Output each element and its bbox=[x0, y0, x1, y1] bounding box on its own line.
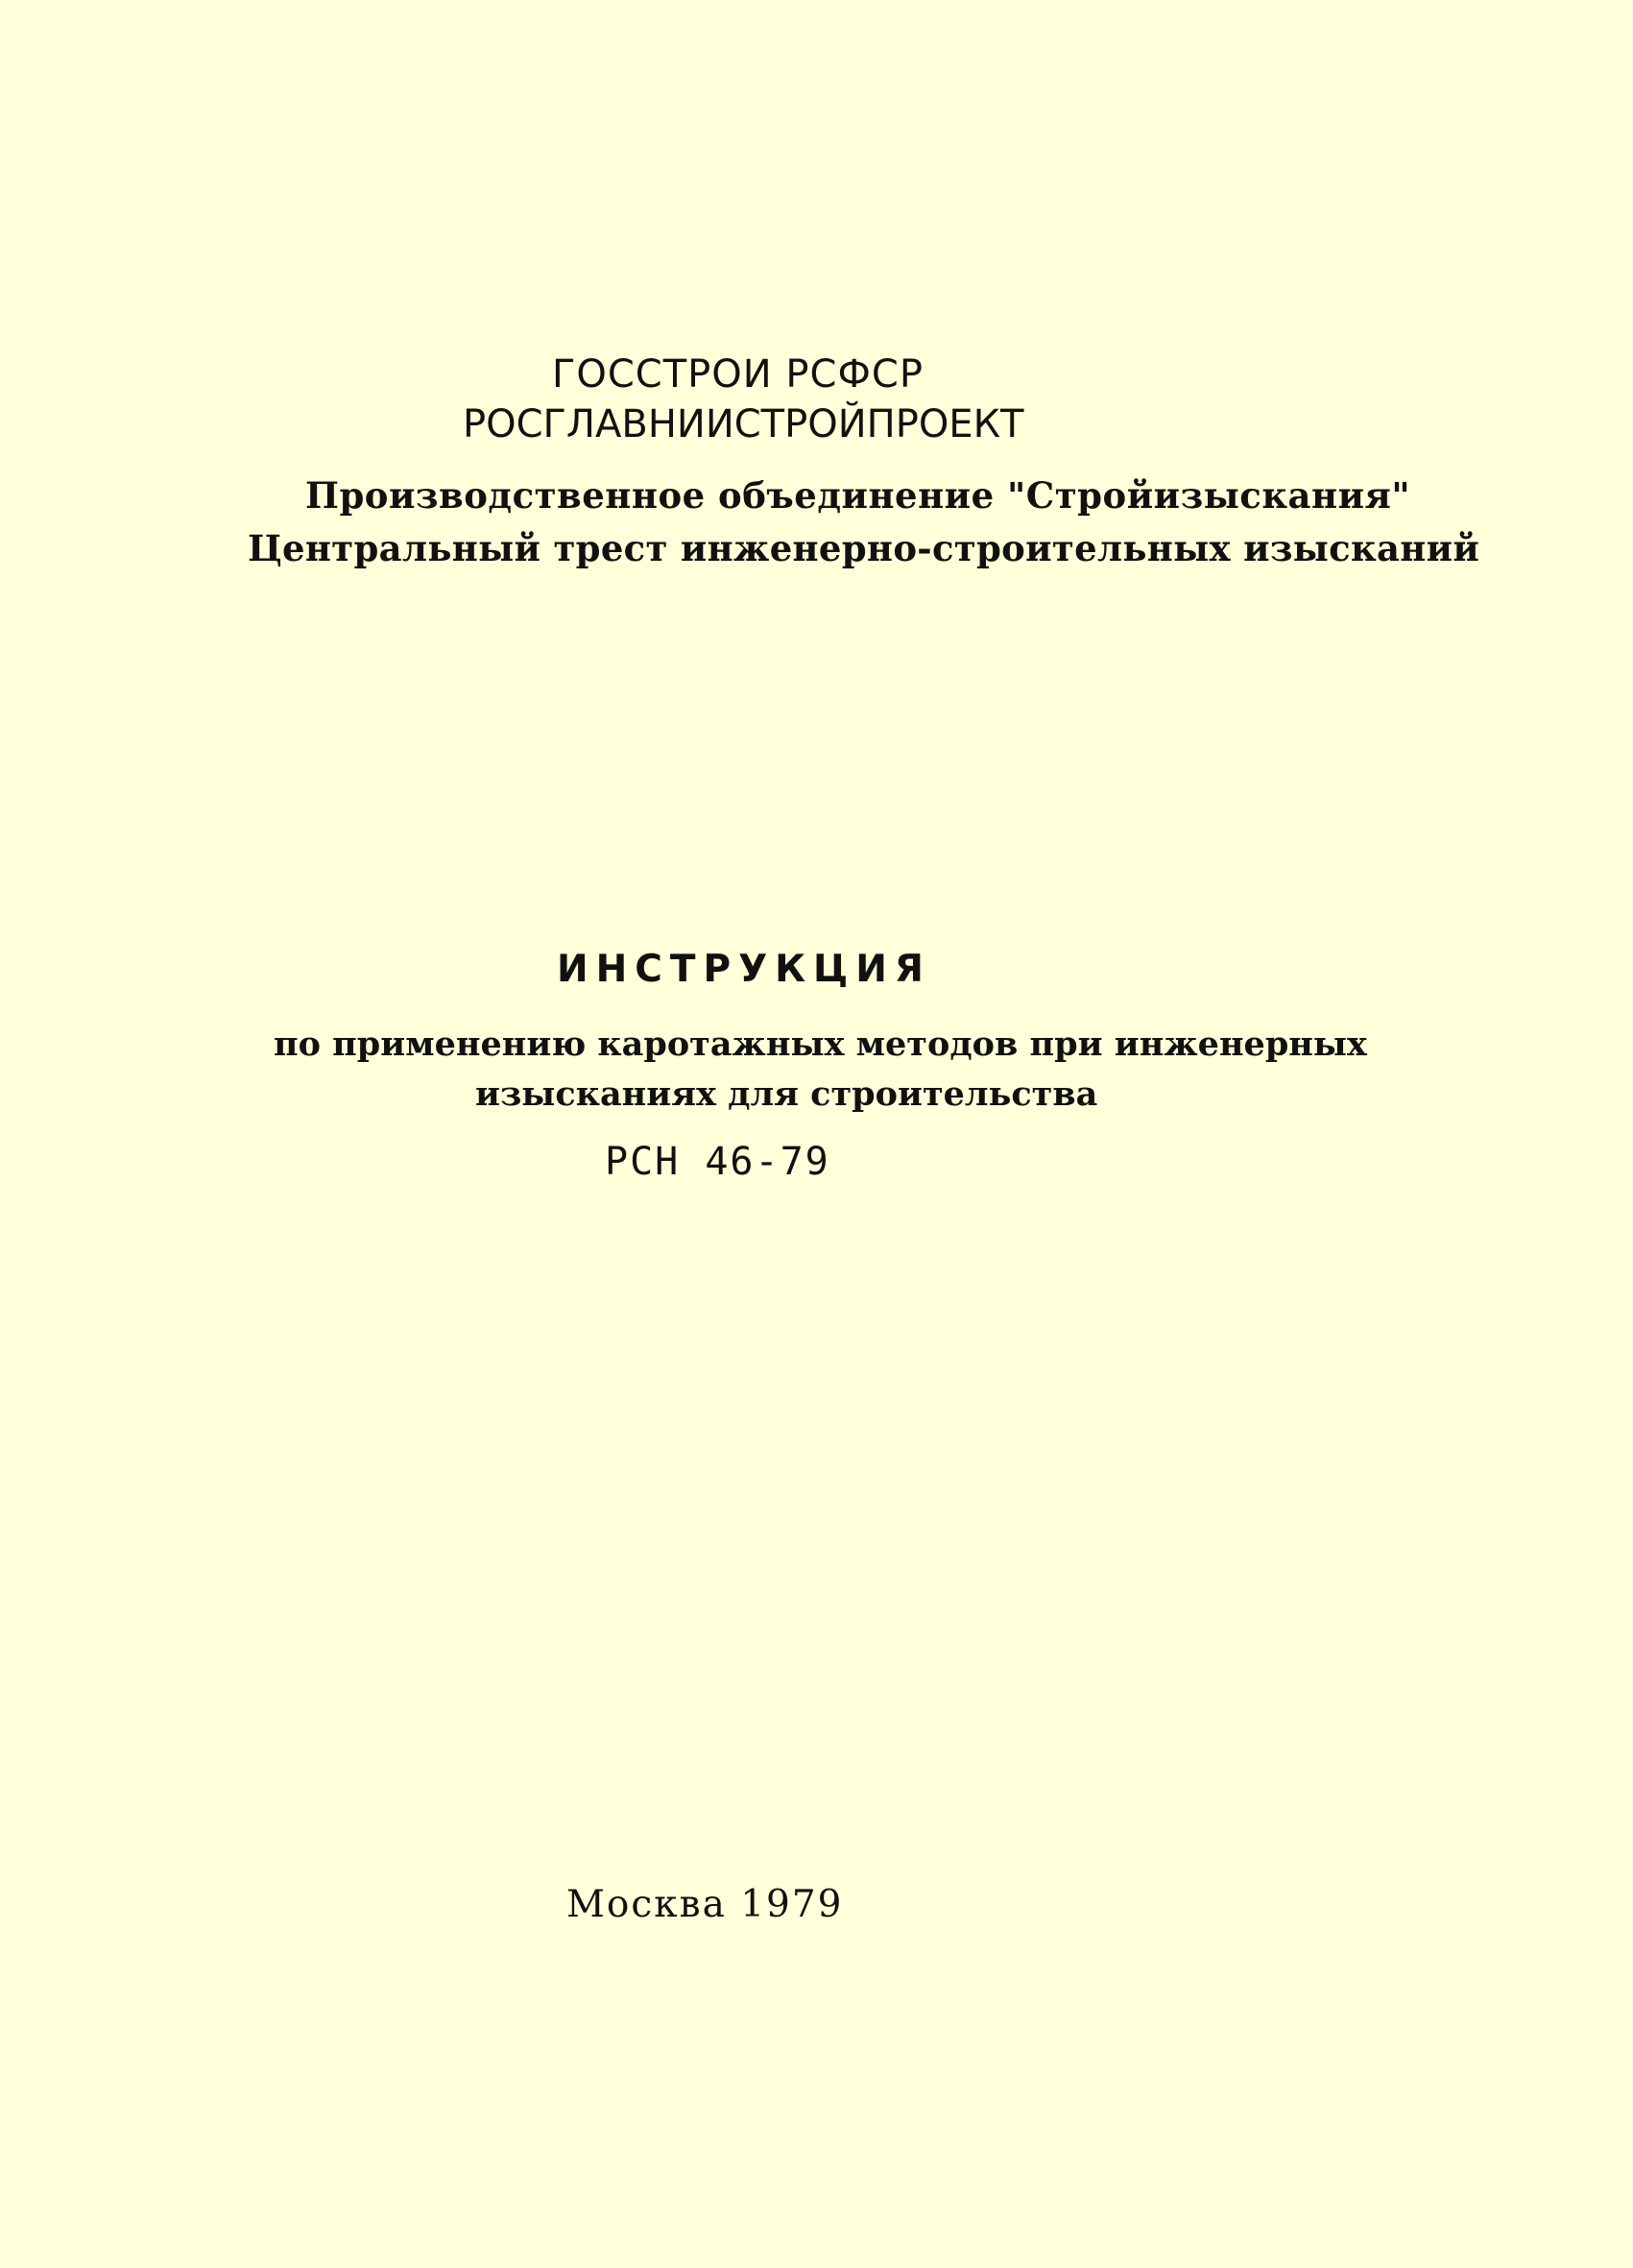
document-code: РСН 46-79 bbox=[605, 1140, 830, 1184]
document-subtitle-line-1: по применению каротажных методов при инженерных bbox=[274, 1025, 1367, 1064]
trust-name: Центральный трест инженерно-строительных изысканий bbox=[248, 527, 1480, 569]
institute-name: РОСГЛАВНИИСТРОЙПРОЕКТ bbox=[463, 402, 1024, 446]
place-and-year: Москва 1979 bbox=[566, 1883, 844, 1926]
production-association-name: Производственное объединение "Стройизыскания" bbox=[305, 474, 1411, 517]
ministry-name: ГОССТРОИ РСФСР bbox=[552, 352, 924, 397]
document-subtitle-line-2: изысканиях для строительства bbox=[475, 1074, 1098, 1114]
document-title: ИНСТРУКЦИЯ bbox=[557, 948, 931, 991]
